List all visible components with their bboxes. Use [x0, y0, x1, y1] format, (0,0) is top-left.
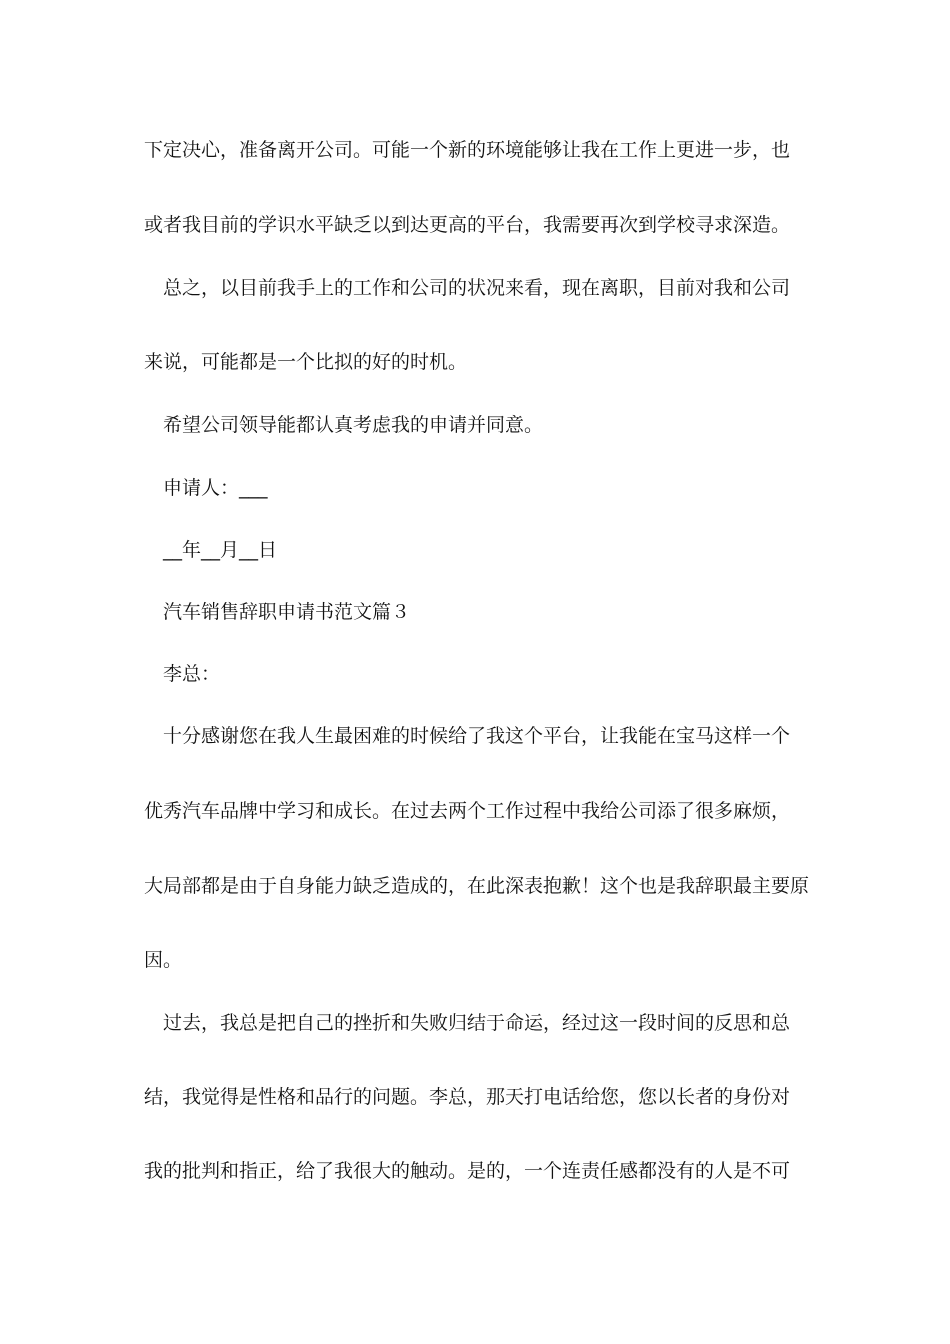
paragraph-line: 希望公司领导能都认真考虑我的申请并同意。 — [163, 414, 544, 436]
paragraph-line: 我的批判和指正，给了我很大的触动。是的，一个连责任感都没有的人是不可 — [144, 1160, 791, 1182]
paragraph-line: 大局部都是由于自身能力缺乏造成的，在此深表抱歉！这个也是我辞职最主要原 — [144, 875, 810, 897]
paragraph-line: 下定决心，准备离开公司。可能一个新的环境能够让我在工作上更进一步，也 — [144, 139, 791, 161]
paragraph-line: 十分感谢您在我人生最困难的时候给了我这个平台，让我能在宝马这样一个 — [163, 725, 791, 747]
date-line: __年__月__日 — [163, 539, 278, 561]
paragraph-line: 总之，以目前我手上的工作和公司的状况来看，现在离职，目前对我和公司 — [163, 277, 791, 299]
paragraph-line: 来说，可能都是一个比拟的好的时机。 — [144, 351, 468, 373]
paragraph-line: 过去，我总是把自己的挫折和失败归结于命运，经过这一段时间的反思和总 — [163, 1012, 791, 1034]
salutation: 李总： — [163, 663, 221, 685]
paragraph-line: 或者我目前的学识水平缺乏以到达更高的平台，我需要再次到学校寻求深造。 — [144, 214, 791, 236]
paragraph-line: 结，我觉得是性格和品行的问题。李总，那天打电话给您，您以长者的身份对 — [144, 1086, 791, 1108]
paragraph-line: 优秀汽车品牌中学习和成长。在过去两个工作过程中我给公司添了很多麻烦， — [144, 800, 791, 822]
section-heading: 汽车销售辞职申请书范文篇３ — [163, 601, 411, 623]
paragraph-line: 因。 — [144, 949, 183, 971]
applicant-signature-line: 申请人：___ — [163, 477, 268, 499]
